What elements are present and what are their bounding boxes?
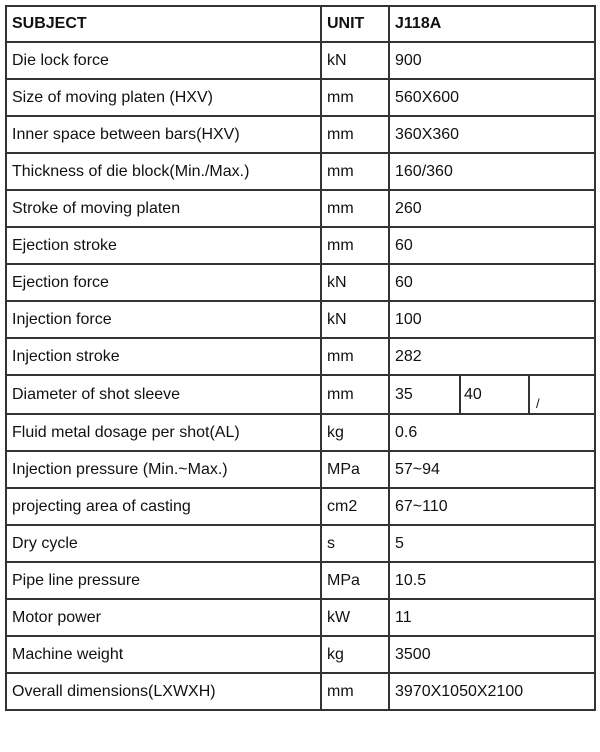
table-row <box>6 599 595 636</box>
row-unit: mm <box>321 227 389 264</box>
row-value: 67~110 <box>389 488 595 525</box>
table-row <box>6 153 595 190</box>
row-unit: kg <box>321 636 389 673</box>
row-value: 60 <box>389 227 595 264</box>
row-value-split <box>389 375 595 414</box>
row-unit: mm <box>321 338 389 375</box>
row-subject: Stroke of moving platen <box>6 190 321 227</box>
row-unit: mm <box>321 190 389 227</box>
row-value: 560X600 <box>389 79 595 116</box>
table-row <box>6 338 595 375</box>
row-value: 10.5 <box>389 562 595 599</box>
table-row <box>6 375 595 414</box>
shot-sleeve-value-1: 35 <box>395 385 413 403</box>
row-unit: kN <box>321 264 389 301</box>
row-unit: MPa <box>321 451 389 488</box>
table-row <box>6 190 595 227</box>
row-subject: Ejection force <box>6 264 321 301</box>
table-row <box>6 264 595 301</box>
row-unit: kN <box>321 301 389 338</box>
row-subject: Injection stroke <box>6 338 321 375</box>
row-unit: MPa <box>321 562 389 599</box>
row-value: 160/360 <box>389 153 595 190</box>
row-subject: projecting area of casting <box>6 488 321 525</box>
row-unit: kN <box>321 42 389 79</box>
row-subject: Injection force <box>6 301 321 338</box>
row-value: 282 <box>389 338 595 375</box>
row-value: 100 <box>389 301 595 338</box>
row-value: 3500 <box>389 636 595 673</box>
row-unit: mm <box>321 153 389 190</box>
row-unit: mm <box>321 116 389 153</box>
row-value: 11 <box>389 599 595 636</box>
table-header-row <box>6 6 595 42</box>
header-model: J118A <box>389 6 595 42</box>
row-subject: Fluid metal dosage per shot(AL) <box>6 414 321 451</box>
header-unit: UNIT <box>321 6 389 42</box>
row-unit: cm2 <box>321 488 389 525</box>
table-row <box>6 525 595 562</box>
row-subject: Pipe line pressure <box>6 562 321 599</box>
row-subject: Injection pressure (Min.~Max.) <box>6 451 321 488</box>
table-row <box>6 79 595 116</box>
row-subject: Diameter of shot sleeve <box>6 375 321 414</box>
header-subject: SUBJECT <box>6 6 321 42</box>
row-subject: Motor power <box>6 599 321 636</box>
row-unit: mm <box>321 673 389 710</box>
row-unit: mm <box>321 375 389 414</box>
shot-sleeve-value-2: 40 <box>459 376 530 413</box>
row-subject: Thickness of die block(Min./Max.) <box>6 153 321 190</box>
row-unit: mm <box>321 79 389 116</box>
row-subject: Die lock force <box>6 42 321 79</box>
row-value: 0.6 <box>389 414 595 451</box>
row-unit: kg <box>321 414 389 451</box>
row-subject: Dry cycle <box>6 525 321 562</box>
row-value: 260 <box>389 190 595 227</box>
row-value: 60 <box>389 264 595 301</box>
table-row <box>6 414 595 451</box>
table-row <box>6 42 595 79</box>
row-subject: Size of moving platen (HXV) <box>6 79 321 116</box>
table-row <box>6 451 595 488</box>
row-value: 3970X1050X2100 <box>389 673 595 710</box>
row-unit: s <box>321 525 389 562</box>
table-row <box>6 562 595 599</box>
spec-table <box>5 5 596 711</box>
table-row <box>6 116 595 153</box>
row-subject: Ejection stroke <box>6 227 321 264</box>
table-row <box>6 301 595 338</box>
table-row <box>6 673 595 710</box>
row-value: 5 <box>389 525 595 562</box>
row-value: 360X360 <box>389 116 595 153</box>
row-value: 900 <box>389 42 595 79</box>
table-row <box>6 227 595 264</box>
row-value: 57~94 <box>389 451 595 488</box>
row-subject: Overall dimensions(LXWXH) <box>6 673 321 710</box>
row-subject: Inner space between bars(HXV) <box>6 116 321 153</box>
table-row <box>6 488 595 525</box>
table-row <box>6 636 595 673</box>
row-subject: Machine weight <box>6 636 321 673</box>
row-unit: kW <box>321 599 389 636</box>
shot-sleeve-value-3: / <box>536 396 540 411</box>
